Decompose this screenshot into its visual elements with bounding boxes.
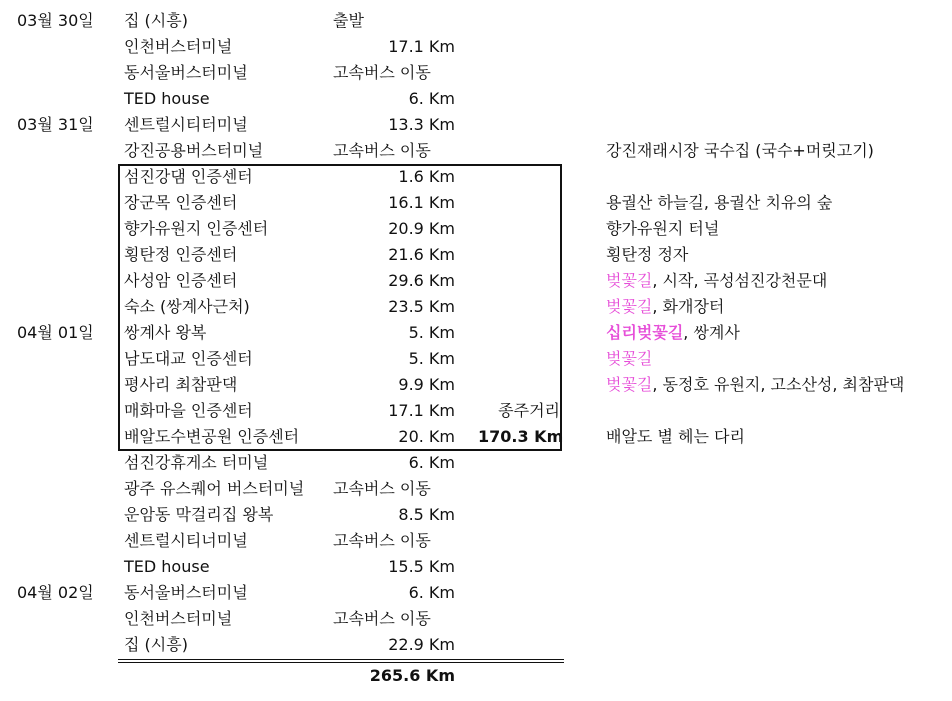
row-transport: 고속버스 이동 [333,63,431,82]
itinerary-row [0,8,952,34]
row-distance: 29.6 Km [388,271,455,290]
row-place: 향가유원지 인증센터 [124,219,269,238]
itinerary-row [0,502,952,528]
row-place: 동서울버스터미널 [124,63,248,82]
row-place: TED house [124,557,210,576]
row-transport: 출발 [333,11,364,30]
itinerary-row [0,580,952,606]
row-distance: 21.6 Km [388,245,455,264]
row-note [606,242,688,268]
row-note [606,268,827,294]
row-distance: 5. Km [408,349,455,368]
row-place: 센트럴시티너미널 [124,531,248,550]
row-place: 강진공용버스터미널 [124,141,264,160]
row-note [606,216,719,242]
row-place: 숙소 (쌍계사근처) [124,297,250,316]
itinerary-row [0,34,952,60]
note-text: , 화개장터 [652,297,725,316]
row-note [606,294,724,320]
itinerary-row [0,606,952,632]
note-text: 강진재래시장 국수집 (국수+머릿고기) [606,141,874,160]
row-distance: 5. Km [408,323,455,342]
itinerary-row [0,528,952,554]
note-text: , 동정호 유원지, 고소산성, 최참판댁 [652,375,905,394]
itinerary-row [0,476,952,502]
row-distance: 23.5 Km [388,297,455,316]
row-distance: 6. Km [408,453,455,472]
note-text: 용궐산 하늘길, 용궐산 치유의 숲 [606,193,833,212]
itinerary-row [0,86,952,112]
row-place: 배알도수변공원 인증센터 [124,427,300,446]
row-place: 센트럴시티터미널 [124,115,248,134]
row-distance: 6. Km [408,583,455,602]
row-note [606,320,740,346]
row-date: 04월 02일 [17,583,94,602]
itinerary-row [0,450,952,476]
row-place: 섬진강댐 인증센터 [124,167,253,186]
note-text: , 시작, 곡성섬진강천문대 [652,271,828,290]
row-date: 04월 01일 [17,323,94,342]
row-place: 섬진강휴게소 터미널 [124,453,269,472]
itinerary-row [0,60,952,86]
row-place: 장군목 인증센터 [124,193,238,212]
itinerary-row [0,112,952,138]
row-place: 매화마을 인증센터 [124,401,253,420]
row-distance: 8.5 Km [398,505,455,524]
row-note [606,372,904,398]
row-distance: 13.3 Km [388,115,455,134]
row-place: 쌍계사 왕복 [124,323,207,342]
row-note [606,138,874,164]
row-distance: 16.1 Km [388,193,455,212]
grand-total: 265.6 Km [369,666,455,685]
row-date: 03월 30일 [17,11,94,30]
note-highlight: 벚꽃길 [606,375,653,394]
row-place: 평사리 최참판댁 [124,375,238,394]
route-section-box [118,164,562,451]
row-distance: 20.9 Km [388,219,455,238]
note-text: 횡탄정 정자 [606,245,689,264]
row-place: TED house [124,89,210,108]
row-place: 집 (시흥) [124,11,188,30]
row-transport: 고속버스 이동 [333,531,431,550]
row-place: 인천버스터미널 [124,609,233,628]
row-place: 운암동 막걸리집 왕복 [124,505,274,524]
row-note [606,346,652,372]
row-transport: 고속버스 이동 [333,141,431,160]
row-distance: 15.5 Km [388,557,455,576]
row-total-distance: 종주거리 [498,401,560,420]
note-highlight: 벚꽃길 [606,349,653,368]
row-distance: 20. Km [398,427,455,446]
row-distance: 17.1 Km [388,401,455,420]
row-note [606,424,745,450]
itinerary-row [0,632,952,658]
note-text: 배알도 별 헤는 다리 [606,427,745,446]
row-place: 인천버스터미널 [124,37,233,56]
itinerary-row [0,138,952,164]
row-distance: 22.9 Km [388,635,455,654]
row-distance: 6. Km [408,89,455,108]
row-place: 집 (시흥) [124,635,188,654]
row-transport: 고속버스 이동 [333,479,431,498]
itinerary-row [0,554,952,580]
note-text: 향가유원지 터널 [606,219,720,238]
note-highlight: 벚꽃길 [606,271,653,290]
row-place: 동서울버스터미널 [124,583,248,602]
row-total-distance: 170.3 Km [478,427,564,446]
row-place: 광주 유스퀘어 버스터미널 [124,479,305,498]
row-distance: 9.9 Km [398,375,455,394]
row-place: 남도대교 인증센터 [124,349,253,368]
note-text: , 쌍계사 [683,323,740,342]
row-distance: 17.1 Km [388,37,455,56]
row-transport: 고속버스 이동 [333,609,431,628]
row-date: 03월 31일 [17,115,94,134]
note-highlight: 벚꽃길 [606,297,653,316]
row-distance: 1.6 Km [398,167,455,186]
row-note [606,190,832,216]
row-place: 횡탄정 인증센터 [124,245,238,264]
row-place: 사성암 인증센터 [124,271,238,290]
note-highlight: 십리벚꽃길 [606,323,684,342]
